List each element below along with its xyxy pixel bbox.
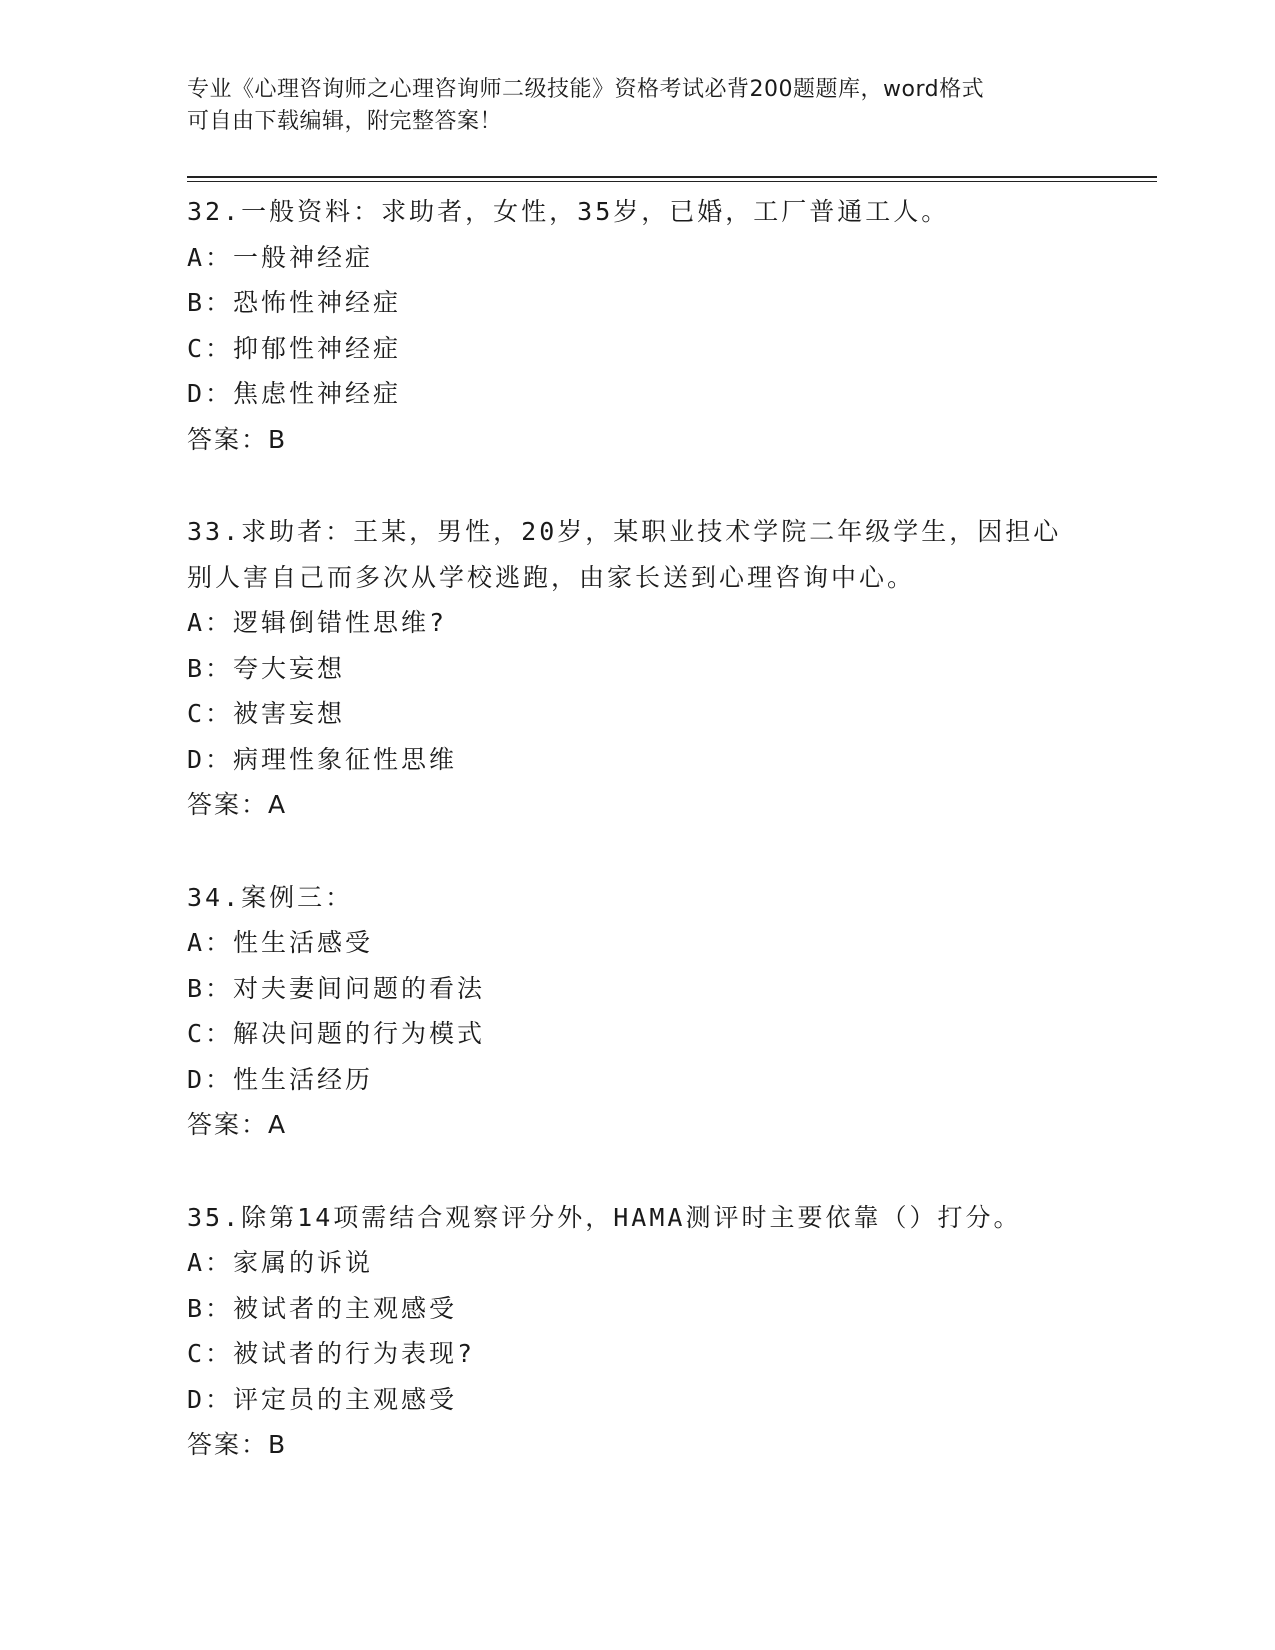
- answer-line: 答案：B: [187, 1430, 288, 1459]
- option-c: C：被害妄想: [187, 699, 346, 728]
- option-b: B：被试者的主观感受: [187, 1293, 458, 1323]
- question-stem: 33.求助者：王某，男性，20岁，某职业技术学院二年级学生，因担心别人害自己而多次从学校逃跑，由家长送到心理咨询中心。: [187, 517, 1062, 592]
- option-c: C：解决问题的行为模式: [187, 1019, 486, 1048]
- header-title-line: 专业《心理咨询师之心理咨询师二级技能》资格考试必背200题题库，word格式: [187, 77, 985, 102]
- question-stem: 35.除第14项需结合观察评分外，HAMA测评时主要依靠（）打分。: [187, 1202, 1022, 1232]
- option-b: B：对夫妻间问题的看法: [187, 973, 486, 1003]
- option-a: A：家属的诉说: [187, 1248, 374, 1277]
- header-subtitle-line: 可自由下载编辑，附完整答案！: [187, 109, 503, 134]
- option-c: C：被试者的行为表现?: [187, 1339, 476, 1368]
- option-d: D：性生活经历: [187, 1064, 374, 1094]
- question-item: [187, 1195, 1157, 1468]
- answer-line: 答案：A: [187, 1110, 288, 1139]
- question-item: [187, 875, 1157, 1148]
- option-d: D：焦虑性神经症: [187, 379, 402, 408]
- option-a: A：逻辑倒错性思维?: [187, 608, 448, 637]
- document-header: [187, 74, 1087, 138]
- question-item: [187, 189, 1157, 462]
- question-list: [187, 189, 1157, 1515]
- option-b: B：夸大妄想: [187, 653, 346, 683]
- option-b: B：恐怖性神经症: [187, 288, 402, 317]
- option-d: D：评定员的主观感受: [187, 1384, 458, 1414]
- option-a: A：一般神经症: [187, 242, 374, 272]
- question-stem: 34.案例三：: [187, 882, 354, 912]
- option-c: C：抑郁性神经症: [187, 333, 402, 363]
- question-item: [187, 509, 1157, 828]
- answer-line: 答案：A: [187, 790, 288, 819]
- question-stem: 32.一般资料：求助者，女性，35岁，已婚，工厂普通工人。: [187, 197, 950, 226]
- option-d: D：病理性象征性思维: [187, 744, 458, 774]
- header-divider: [187, 176, 1157, 182]
- answer-line: 答案：B: [187, 424, 288, 454]
- option-a: A：性生活感受: [187, 928, 374, 957]
